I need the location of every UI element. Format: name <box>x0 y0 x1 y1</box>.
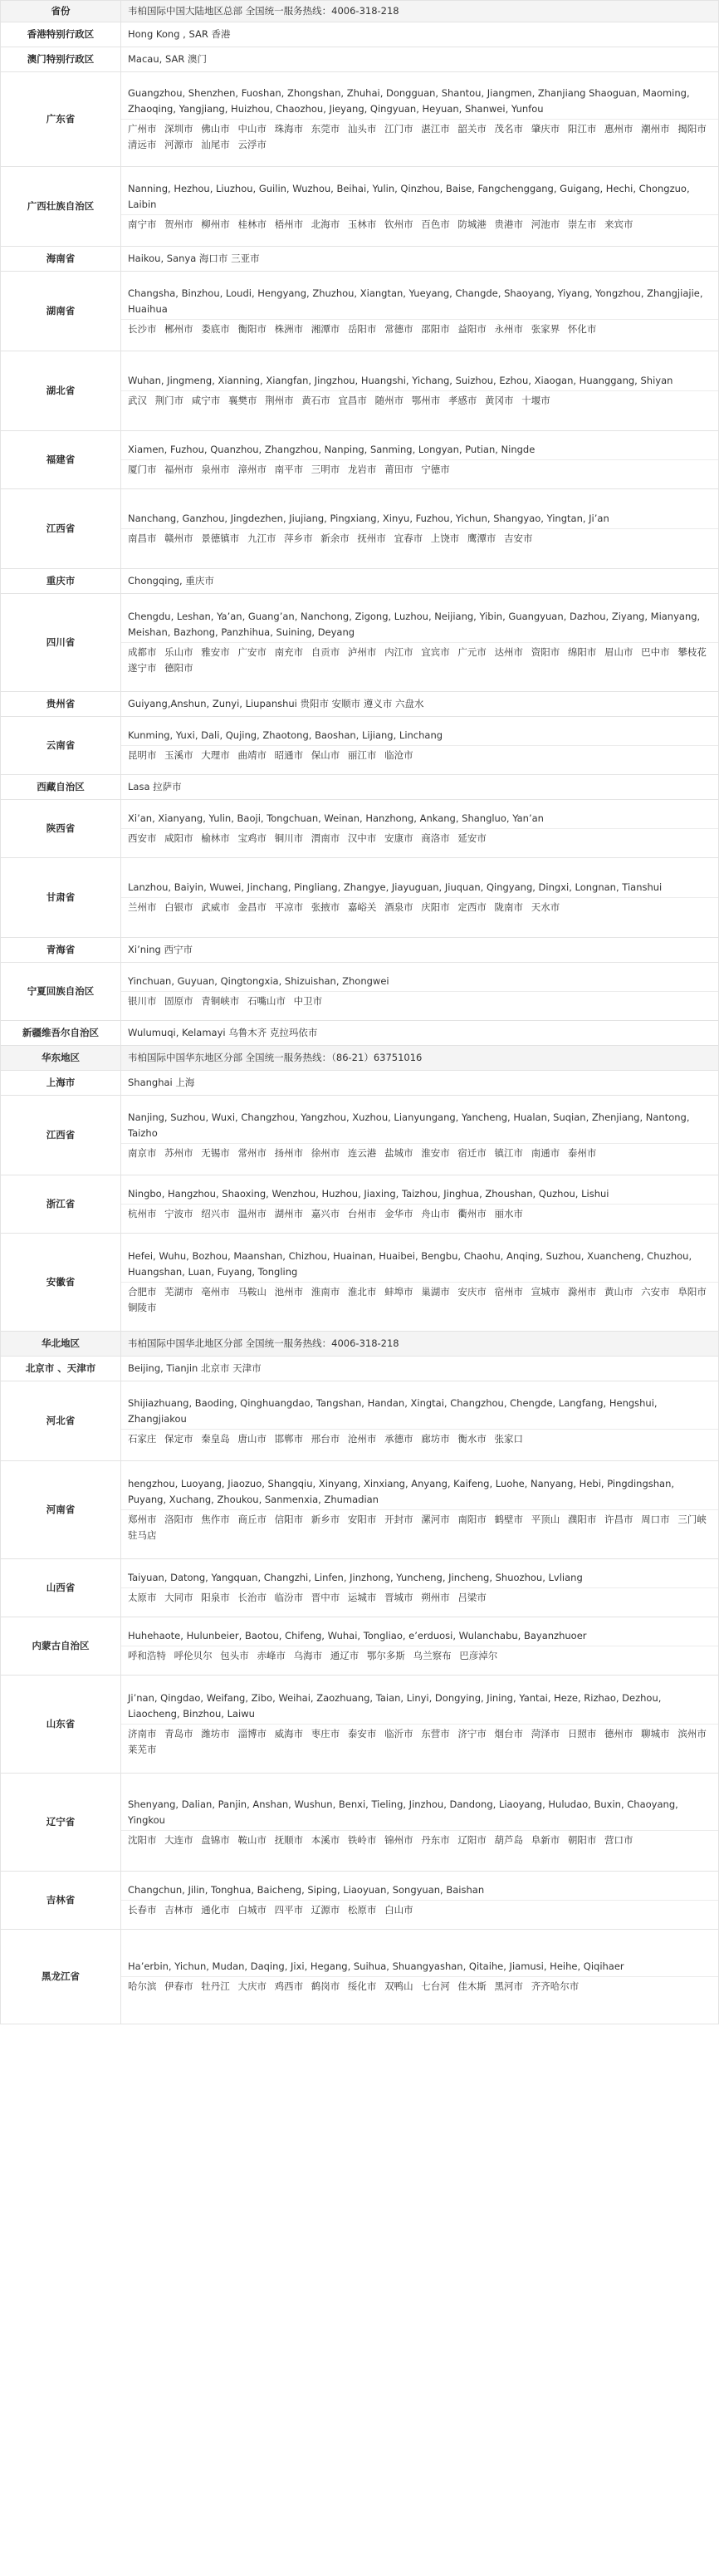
cities-pinyin: Shenyang, Dalian, Panjin, Anshan, Wushun, Benxi, Tieling, Jinzhou, Dandong, Liaoyang, Huludao, Buxin, Chaoyang, Yingkou <box>128 1798 678 1826</box>
cities-cell <box>121 1381 719 1461</box>
province-name: 福建省 <box>1 431 121 489</box>
cities-pinyin: Ji’nan, Qingdao, Weifang, Zibo, Weihai, Zaozhuang, Taian, Linyi, Dongying, Jining, Yantai, Heze, Rizhao, Dezhou, Liaocheng, Binzhou, Laiwu <box>128 1692 662 1720</box>
cities-cell <box>121 569 719 594</box>
province-name: 江西省 <box>1 489 121 569</box>
province-row <box>1 1617 719 1676</box>
cities-cell <box>121 247 719 272</box>
province-row <box>1 1676 719 1774</box>
cities-cell <box>121 717 719 775</box>
province-row <box>1 247 719 272</box>
province-row <box>1 1461 719 1559</box>
cities-cell <box>121 47 719 72</box>
province-row <box>1 1559 719 1617</box>
province-name: 吉林省 <box>1 1872 121 1930</box>
province-name: 河南省 <box>1 1461 121 1559</box>
province-name: 云南省 <box>1 717 121 775</box>
cities-cell <box>121 1046 719 1071</box>
cities-chinese: 武汉 荆门市 咸宁市 襄樊市 荆州市 黄石市 宜昌市 随州市 鄂州市 孝感市 黄冈市 十堰市 <box>128 395 550 406</box>
province-name: 青海省 <box>1 938 121 963</box>
province-name: 陕西省 <box>1 800 121 858</box>
cities-cell <box>121 1332 719 1357</box>
province-row <box>1 1021 719 1046</box>
province-row <box>1 1872 719 1930</box>
cities-chinese: 长春市 吉林市 通化市 白城市 四平市 辽源市 松原市 白山市 <box>128 1904 413 1916</box>
cities-cell <box>121 1461 719 1559</box>
cities-cell <box>121 351 719 431</box>
cities-cell <box>121 775 719 800</box>
cities-pinyin: Ningbo, Hangzhou, Shaoxing, Wenzhou, Huzhou, Jiaxing, Taizhou, Jinghua, Zhoushan, Quzhou, Lishui <box>128 1188 609 1200</box>
province-row <box>1 775 719 800</box>
cities-pinyin: Lanzhou, Baiyin, Wuwei, Jinchang, Pingliang, Zhangye, Jiayuguan, Jiuquan, Qingyang, Dingxi, Longnan, Tianshui <box>128 881 663 893</box>
cities-chinese: 合肥市 芜湖市 亳州市 马鞍山 池州市 淮南市 淮北市 蚌埠市 巢湖市 安庆市 宿州市 宣城市 滁州市 黄山市 六安市 阜阳市 铜陵市 <box>128 1286 707 1313</box>
cities-pinyin: Xi’ning 西宁市 <box>128 944 193 955</box>
cities-pinyin: Macau, SAR 澳门 <box>128 53 207 65</box>
province-row <box>1 1774 719 1872</box>
province-name: 宁夏回族自治区 <box>1 963 121 1021</box>
province-name: 辽宁省 <box>1 1774 121 1872</box>
cities-chinese: 南京市 苏州市 无锡市 常州市 扬州市 徐州市 连云港 盐城市 淮安市 宿迁市 镇江市 南通市 泰州市 <box>128 1146 597 1159</box>
province-row <box>1 1234 719 1332</box>
cities-cell <box>121 72 719 167</box>
cities-chinese: 广州市 深圳市 佛山市 中山市 珠海市 东莞市 汕头市 江门市 湛江市 韶关市 茂名市 肇庆市 阳江市 惠州市 潮州市 揭阳市 清远市 河源市 汕尾市 云浮市 <box>128 123 707 150</box>
province-name: 新疆维吾尔自治区 <box>1 1021 121 1046</box>
cities-pinyin: Haikou, Sanya 海口市 三亚市 <box>128 253 260 264</box>
province-row <box>1 22 719 47</box>
cities-pinyin: Xi’an, Xianyang, Yulin, Baoji, Tongchuan, Weinan, Hanzhong, Ankang, Shangluo, Yan’an <box>128 812 544 824</box>
province-row <box>1 351 719 431</box>
cities-pinyin: Beijing, Tianjin 北京市 天津市 <box>128 1362 262 1374</box>
cities-cell <box>121 22 719 47</box>
cities-chinese: 成都市 乐山市 雅安市 广安市 南充市 自贡市 泸州市 内江市 宜宾市 广元市 达州市 资阳市 绵阳市 眉山市 巴中市 攀枝花 遂宁市 德阳市 <box>128 646 707 674</box>
cities-cell <box>121 800 719 858</box>
cities-chinese: 长沙市 郴州市 娄底市 衡阳市 株洲市 湘潭市 岳阳市 常德市 邵阳市 益阳市 永州市 张家界 怀化市 <box>128 322 597 335</box>
province-name: 山西省 <box>1 1559 121 1617</box>
cities-cell <box>121 1617 719 1676</box>
province-name: 黑龙江省 <box>1 1930 121 2024</box>
province-name: 广东省 <box>1 72 121 167</box>
cities-cell <box>121 1021 719 1046</box>
cities-chinese: 厦门市 福州市 泉州市 漳州市 南平市 三明市 龙岩市 莆田市 宁德市 <box>128 464 450 475</box>
province-row <box>1 489 719 569</box>
province-name: 浙江省 <box>1 1175 121 1234</box>
province-row <box>1 1357 719 1381</box>
province-row <box>1 1071 719 1096</box>
province-name: 西藏自治区 <box>1 775 121 800</box>
cities-chinese: 南昌市 赣州市 景德镇市 九江市 萍乡市 新余市 抚州市 宜春市 上饶市 鹰潭市 吉安市 <box>128 532 533 544</box>
cities-cell <box>121 1175 719 1234</box>
province-name: 湖北省 <box>1 351 121 431</box>
cities-pinyin: hengzhou, Luoyang, Jiaozuo, Shangqiu, Xinyang, Xinxiang, Anyang, Kaifeng, Luohe, Nanyang, Hebi, Pingdingshan, Puyang, Xuchang, Zhoukou, Sanmenxia, Zhumadian <box>128 1478 675 1505</box>
province-row <box>1 1930 719 2024</box>
cities-cell <box>121 1 719 22</box>
cities-chinese: 西安市 咸阳市 榆林市 宝鸡市 铜川市 渭南市 汉中市 安康市 商洛市 延安市 <box>128 832 487 844</box>
cities-cell <box>121 272 719 351</box>
province-name: 内蒙古自治区 <box>1 1617 121 1676</box>
cities-cell <box>121 692 719 717</box>
cities-chinese: 南宁市 贺州市 柳州市 桂林市 梧州市 北海市 玉林市 钦州市 百色市 防城港 贵港市 河池市 崇左市 来宾市 <box>128 218 633 230</box>
province-row <box>1 272 719 351</box>
province-name: 安徽省 <box>1 1234 121 1332</box>
province-row <box>1 47 719 72</box>
region-header-row <box>1 1332 719 1357</box>
province-row <box>1 938 719 963</box>
province-name: 海南省 <box>1 247 121 272</box>
province-name: 河北省 <box>1 1381 121 1461</box>
province-name: 华北地区 <box>1 1332 121 1357</box>
cities-chinese: 太原市 大同市 阳泉市 长治市 临汾市 晋中市 运城市 晋城市 朔州市 吕梁市 <box>128 1592 487 1603</box>
province-row <box>1 72 719 167</box>
cities-cell <box>121 594 719 692</box>
cities-pinyin: Xiamen, Fuzhou, Quanzhou, Zhangzhou, Nanping, Sanming, Longyan, Putian, Ningde <box>128 444 536 455</box>
cities-cell <box>121 489 719 569</box>
cities-cell <box>121 431 719 489</box>
cities-cell <box>121 1096 719 1175</box>
cities-pinyin: Huhehaote, Hulunbeier, Baotou, Chifeng, Wuhai, Tongliao, e’erduosi, Wulanchabu, Bayanzhuoer <box>128 1630 587 1641</box>
province-row <box>1 800 719 858</box>
cities-cell <box>121 938 719 963</box>
province-name: 北京市 、天津市 <box>1 1357 121 1381</box>
cities-chinese: 沈阳市 大连市 盘锦市 鞍山市 抚顺市 本溪市 铁岭市 锦州市 丹东市 辽阳市 葫芦岛 阜新市 朝阳市 营口市 <box>128 1833 633 1846</box>
region-table-body <box>1 1 719 2024</box>
province-row <box>1 1096 719 1175</box>
cities-pinyin: 韦柏国际中国大陆地区总部 全国统一服务热线：4006-318-218 <box>128 5 399 17</box>
cities-chinese: 哈尔滨 伊春市 牡丹江 大庆市 鸡西市 鹤岗市 绥化市 双鸭山 七台河 佳木斯 黑河市 齐齐哈尔市 <box>128 1980 580 1992</box>
province-name: 华东地区 <box>1 1046 121 1071</box>
cities-cell <box>121 963 719 1021</box>
province-row <box>1 963 719 1021</box>
cities-pinyin: Nanning, Hezhou, Liuzhou, Guilin, Wuzhou, Beihai, Yulin, Qinzhou, Baise, Fangchenggang, Guigang, Hechi, Chongzuo, Laibin <box>128 182 690 210</box>
cities-pinyin: Ha’erbin, Yichun, Mudan, Daqing, Jixi, Hegang, Suihua, Shuangyashan, Qitaihe, Jiamusi, Heihe, Qiqihaer <box>128 1960 624 1972</box>
cities-chinese: 济南市 青岛市 潍坊市 淄博市 威海市 枣庄市 泰安市 临沂市 东营市 济宁市 烟台市 菏泽市 日照市 德州市 聊城市 滨州市 莱芜市 <box>128 1728 707 1755</box>
cities-pinyin: Shanghai 上海 <box>128 1077 195 1088</box>
region-header-row <box>1 1 719 22</box>
province-name: 四川省 <box>1 594 121 692</box>
province-row <box>1 692 719 717</box>
cities-chinese: 郑州市 洛阳市 焦作市 商丘市 信阳市 新乡市 安阳市 开封市 漯河市 南阳市 鹤壁市 平顶山 濮阳市 许昌市 周口市 三门峡 驻马店 <box>128 1514 707 1541</box>
cities-pinyin: Nanjing, Suzhou, Wuxi, Changzhou, Yangzhou, Xuzhou, Lianyungang, Yancheng, Hualan, Suqian, Zhenjiang, Nantong, Taizho <box>128 1111 690 1139</box>
province-row <box>1 569 719 594</box>
cities-cell <box>121 1357 719 1381</box>
cities-cell <box>121 858 719 938</box>
cities-pinyin: Nanchang, Ganzhou, Jingdezhen, Jiujiang, Pingxiang, Xinyu, Fuzhou, Yichun, Shangyao, Yingtan, Ji’an <box>128 513 609 524</box>
cities-pinyin: Guangzhou, Shenzhen, Fuoshan, Zhongshan, Zhuhai, Dongguan, Shantou, Jiangmen, Zhanjiang Shaoguan, Maoming, Zhaoqing, Yangjiang, Huizhou, Chaozhou, Jieyang, Qingyuan, Heyuan, Shanwei, Yunfou <box>128 87 690 115</box>
province-row <box>1 1175 719 1234</box>
province-name: 重庆市 <box>1 569 121 594</box>
cities-pinyin: Guiyang,Anshun, Zunyi, Liupanshui 贵阳市 安顺市 遵义市 六盘水 <box>128 698 424 709</box>
cities-pinyin: Chengdu, Leshan, Ya’an, Guang’an, Nanchong, Zigong, Luzhou, Neijiang, Yibin, Guangyuan, Dazhou, Ziyang, Mianyang, Meishan, Bazhong, Panzhihua, Suining, Deyang <box>128 611 701 638</box>
cities-chinese: 昆明市 玉溪市 大理市 曲靖市 昭通市 保山市 丽江市 临沧市 <box>128 749 413 761</box>
province-name: 省份 <box>1 1 121 22</box>
province-name: 香港特别行政区 <box>1 22 121 47</box>
cities-pinyin: Wulumuqi, Kelamayi 乌鲁木齐 克拉玛依市 <box>128 1027 318 1038</box>
cities-cell <box>121 1930 719 2024</box>
province-name: 山东省 <box>1 1676 121 1774</box>
province-row <box>1 431 719 489</box>
province-name: 澳门特别行政区 <box>1 47 121 72</box>
province-row <box>1 594 719 692</box>
cities-cell <box>121 1559 719 1617</box>
cities-cell <box>121 167 719 247</box>
cities-cell <box>121 1234 719 1332</box>
province-name: 湖南省 <box>1 272 121 351</box>
cities-pinyin: 韦柏国际中国华东地区分部 全国统一服务热线：（86-21）63751016 <box>128 1052 423 1063</box>
province-row <box>1 858 719 938</box>
cities-chinese: 兰州市 白银市 武威市 金昌市 平凉市 张掖市 嘉峪关 酒泉市 庆阳市 定西市 陇南市 天水市 <box>128 901 560 913</box>
cities-pinyin: 韦柏国际中国华北地区分部 全国统一服务热线：4006-318-218 <box>128 1337 399 1349</box>
region-header-row <box>1 1046 719 1071</box>
cities-pinyin: Hefei, Wuhu, Bozhou, Maanshan, Chizhou, Huainan, Huaibei, Bengbu, Chaohu, Anqing, Suzhou, Xuancheng, Chuzhou, Huangshan, Luan, Fuyang, Tongling <box>128 1250 692 1278</box>
cities-cell <box>121 1774 719 1872</box>
cities-chinese: 呼和浩特 呼伦贝尔 包头市 赤峰市 乌海市 通辽市 鄂尔多斯 乌兰察布 巴彦淖尔 <box>128 1650 498 1661</box>
cities-pinyin: Hong Kong , SAR 香港 <box>128 28 231 40</box>
province-name: 广西壮族自治区 <box>1 167 121 247</box>
cities-pinyin: Chongqing, 重庆市 <box>128 575 214 586</box>
cities-pinyin: Taiyuan, Datong, Yangquan, Changzhi, Linfen, Jinzhong, Yuncheng, Jincheng, Shuozhou, Lvliang <box>128 1572 583 1583</box>
cities-cell <box>121 1676 719 1774</box>
cities-pinyin: Lasa 拉萨市 <box>128 781 182 792</box>
province-row <box>1 167 719 247</box>
cities-pinyin: Changsha, Binzhou, Loudi, Hengyang, Zhuzhou, Xiangtan, Yueyang, Changde, Shaoyang, Yiyang, Yongzhou, Zhangjiajie, Huaihua <box>128 287 703 315</box>
province-name: 甘肃省 <box>1 858 121 938</box>
province-row <box>1 717 719 775</box>
province-row <box>1 1381 719 1461</box>
cities-cell <box>121 1872 719 1930</box>
province-name: 上海市 <box>1 1071 121 1096</box>
province-name: 江西省 <box>1 1096 121 1175</box>
cities-pinyin: Shijiazhuang, Baoding, Qinghuangdao, Tangshan, Handan, Xingtai, Changzhou, Chengde, Langfang, Hengshui, Zhangjiakou <box>128 1396 658 1425</box>
cities-cell <box>121 1071 719 1096</box>
cities-chinese: 银川市 固原市 青铜峡市 石嘴山市 中卫市 <box>128 995 323 1007</box>
cities-chinese: 杭州市 宁波市 绍兴市 温州市 湖州市 嘉兴市 台州市 金华市 舟山市 衢州市 丽水市 <box>128 1208 524 1219</box>
province-name: 贵州省 <box>1 692 121 717</box>
cities-pinyin: Kunming, Yuxi, Dali, Qujing, Zhaotong, Baoshan, Lijiang, Linchang <box>128 729 443 741</box>
cities-pinyin: Wuhan, Jingmeng, Xianning, Xiangfan, Jingzhou, Huangshi, Yichang, Suizhou, Ezhou, Xiaogan, Huanggang, Shiyan <box>128 375 673 386</box>
cities-pinyin: Changchun, Jilin, Tonghua, Baicheng, Siping, Liaoyuan, Songyuan, Baishan <box>128 1884 485 1896</box>
cities-pinyin: Yinchuan, Guyuan, Qingtongxia, Shizuishan, Zhongwei <box>128 975 389 987</box>
cities-chinese: 石家庄 保定市 秦皇岛 唐山市 邯郸市 邢台市 沧州市 承德市 廊坊市 衡水市 张家口 <box>128 1432 524 1445</box>
